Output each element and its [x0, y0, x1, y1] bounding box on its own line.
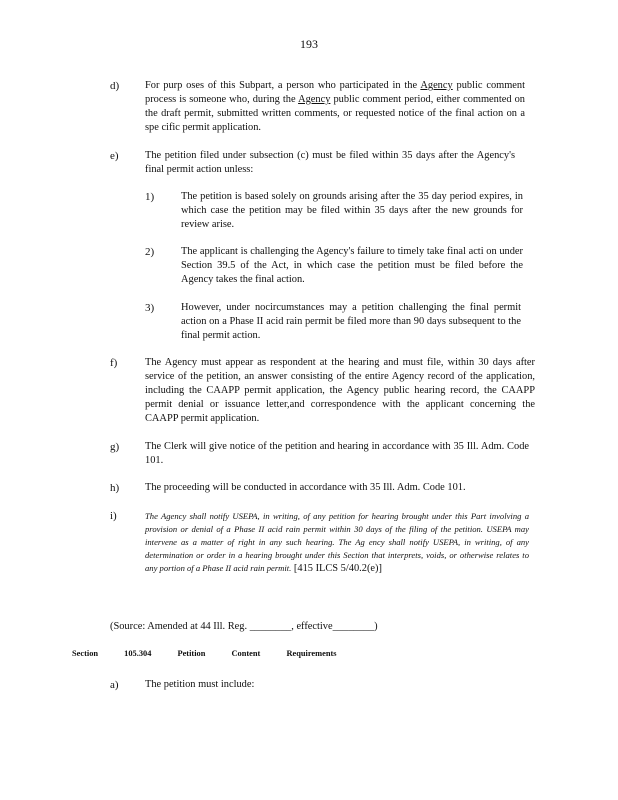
- source-note: (Source: Amended at 44 Ill. Reg. ________, effective________): [110, 621, 378, 632]
- heading-word: Content: [231, 649, 261, 658]
- statutory-italic-text: The Agency shall notify USEPA, in writing, of any petition for hearing brought under this Part involving a provision or denial of a Phase II acid rain permit within 30 days of the filing of the petition. USEPA may intervene as a matter of right in any such hearing. The Ag ency shall notify USEPA, in writing, of any determination or order in a hearing brought under this Section that interprets, voids, or otherwise relates to any portion of a Phase II acid rain permit.: [145, 511, 529, 573]
- section-heading: [72, 649, 592, 658]
- item-e1-text: The petition is based solely on grounds arising after the 35 day period expires, in which case the petition may be filed within 35 days after the new grounds for review arise.: [181, 191, 523, 230]
- item-a-text: The petition must include:: [145, 679, 255, 690]
- statutory-citation: [415 ILCS 5/40.2(e)]: [291, 563, 382, 574]
- item-i-text: [145, 510, 529, 575]
- heading-section-number: 105.304: [124, 649, 152, 658]
- blank-line: ________: [332, 621, 375, 632]
- heading-section-word: Section: [72, 649, 99, 658]
- item-g-label: g): [110, 441, 120, 453]
- item-e1-label: 1): [145, 191, 155, 203]
- item-f-label: f): [110, 357, 118, 369]
- item-e3-text: However, under nocircumstances may a petition challenging the final permit action on a Phase II acid rain permit be filed more than 90 days subsequent to the final permit action.: [181, 302, 521, 341]
- item-e3-label: 3): [145, 302, 155, 314]
- agency-underlined: Agency: [420, 80, 453, 91]
- item-h-text: The proceeding will be conducted in accordance with 35 Ill. Adm. Code 101.: [145, 482, 466, 493]
- item-g-text: The Clerk will give notice of the petition and hearing in accordance with 35 Ill. Adm. Code 101.: [145, 441, 529, 466]
- heading-word: Petition: [177, 649, 206, 658]
- item-e-label: e): [110, 150, 119, 162]
- heading-word: Requirements: [286, 649, 337, 658]
- item-d-text: For purp oses of this Subpart, a person who participated in the Agency public comment process is someone who, during the Agency public comment period, either commented on the draft permit, submitted written comments, or requested notice of the final action on a spe cific permit application.: [145, 80, 525, 133]
- item-f-text: The Agency must appear as respondent at the hearing and must file, within 30 days after service of the petition, an answer consisting of the entire Agency record of the application, including the CAAPP permit application, the Agency public hearing record, the CAAPP permit denial or issuance letter,and correspondence with the applicant concerning the CAAPP permit application.: [145, 357, 535, 424]
- page-number: 193: [300, 37, 318, 51]
- item-h-label: h): [110, 482, 120, 494]
- item-a-label: a): [110, 679, 119, 691]
- item-e-text: The petition filed under subsection (c) must be filed within 35 days after the Agency's final permit action unless:: [145, 150, 515, 175]
- item-e2-label: 2): [145, 246, 155, 258]
- agency-underlined: Agency: [298, 94, 331, 105]
- item-d-label: d): [110, 80, 120, 92]
- item-e2-text: The applicant is challenging the Agency's failure to timely take final acti on under Section 39.5 of the Act, in which case the petition must be filed before the Agency takes the final action.: [181, 246, 523, 285]
- item-i-label: i): [110, 510, 117, 522]
- blank-line: ________: [249, 621, 292, 632]
